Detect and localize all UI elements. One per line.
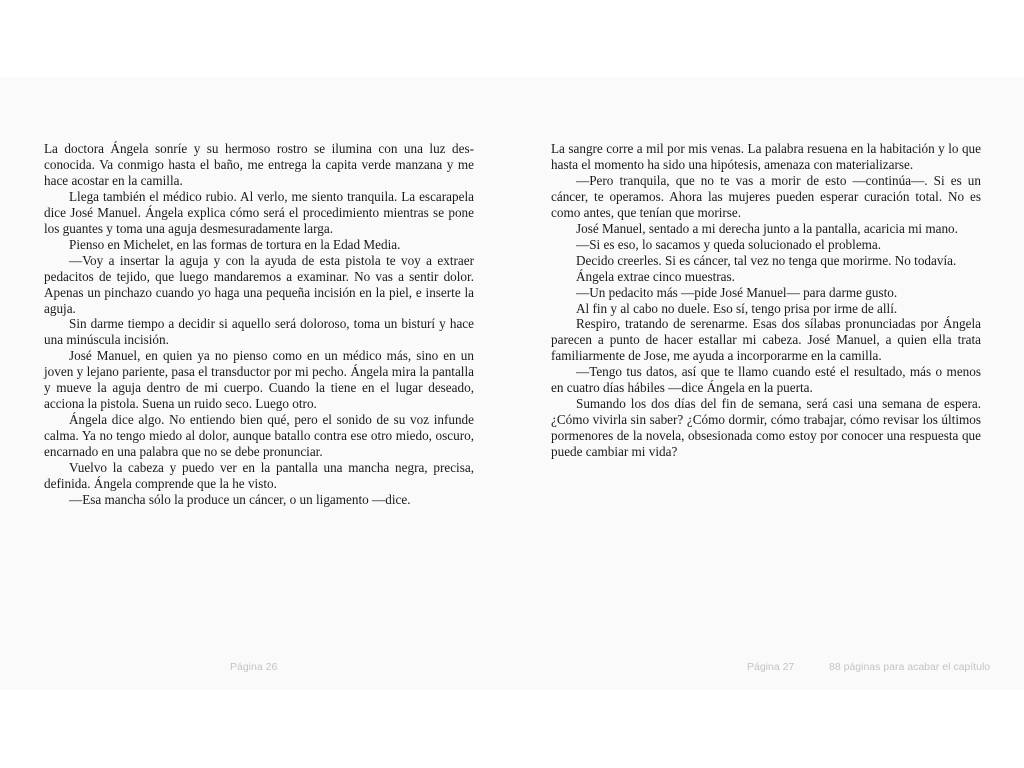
paragraph: La doctora Ángela sonríe y su hermoso rostro se ilumina con una luz desconocida. Va conmigo hasta el baño, me entrega la capita verde manzana y me hace acostar en la camilla. [44, 141, 474, 188]
book-reader [0, 77, 1024, 690]
paragraph: —Tengo tus datos, así que te llamo cuando esté el resultado, más o menos en cuatro días hábiles —dice Ángela en la puerta. [551, 364, 981, 396]
paragraph: Pienso en Michelet, en las formas de tortura en la Edad Media. [69, 236, 401, 252]
paragraph: Ángela dice algo. No entiendo bien qué, pero el sonido de su voz infunde calma. Ya no tengo miedo al dolor, aunque batallo contra ese otro miedo, oscuro, encarnado en una palabra que no se debe pronunciar. [44, 412, 474, 460]
paragraph: Ángela extrae cinco muestras. [576, 268, 735, 284]
paragraph: —Esa mancha sólo la produce un cáncer, o un ligamento —dice. [69, 491, 411, 507]
paragraph: Sumando los dos días del fin de semana, será casi una semana de espera. ¿Cómo vivirla sin saber? ¿Cómo dormir, cómo trabajar, cómo revisar los últimos pormenores de la novela, obsesionada como estoy por conocer una respuesta que puede cambiar mi vida? [551, 396, 981, 460]
paragraph: José Manuel, en quien ya no pienso como en un médico más, sino en un joven y lejano pariente, pasa el transductor por mi pecho. Ángela mira la pantalla y mueve la aguja dentro de mi cuerpo. Cuando la tiene en el lugar deseado, acciona la pistola. Suena un ruido seco. Luego otro. [44, 348, 474, 412]
paragraph: Sin darme tiempo a decidir si aquello será doloroso, toma un bisturí y hace una minúscula incisión. [44, 316, 474, 348]
paragraph: La sangre corre a mil por mis venas. La palabra resuena en la habitación y lo que hasta el momento ha sido una hipótesis, amenaza con materializarse. [551, 141, 981, 172]
paragraph: Respiro, tratando de serenarme. Esas dos sílabas pronunciadas por Ángela parecen a punto de hacer estallar mi cabeza. José Manuel, a quien ella trata familiarmente de Jose, me ayuda a incorporarme en la camilla. [551, 316, 981, 364]
paragraph: Decido creerles. Si es cáncer, tal vez no tenga que morirme. No todavía. [576, 252, 957, 268]
paragraph: —Voy a insertar la aguja y con la ayuda de esta pistola te voy a extraer pedacitos de tejido, que luego mandaremos a examinar. No vas a sentir dolor. Apenas un pinchazo cuando yo haga una pequeña incisión en la piel, e inserte la aguja. [44, 252, 474, 316]
paragraph: Llega también el médico rubio. Al verlo, me siento tranquila. La escarapela dice José Manuel. Ángela explica cómo será el procedimiento mientras se pone los guantes y toma una aguja desmesuradamente larga. [44, 188, 474, 236]
paragraph: —Si es eso, lo sacamos y queda solucionado el problema. [576, 236, 882, 252]
paragraph: José Manuel, sentado a mi derecha junto a la pantalla, acaricia mi mano. [576, 220, 958, 236]
paragraph: Al fin y al cabo no duele. Eso sí, tengo prisa por irme de allí. [576, 300, 898, 316]
paragraph: —Un pedacito más —pide José Manuel— para darme gusto. [576, 284, 898, 300]
paragraph: Vuelvo la cabeza y puedo ver en la pantalla una mancha negra, precisa, definida. Ángela comprende que la he visto. [44, 460, 474, 492]
page-number-right: Página 27 [747, 661, 795, 673]
left-page[interactable] [44, 141, 474, 508]
right-page[interactable] [551, 141, 981, 460]
page-number-left: Página 26 [230, 661, 278, 673]
pages-remaining-in-chapter: 88 páginas para acabar el capítulo [829, 661, 991, 673]
paragraph: —Pero tranquila, que no te vas a morir de esto —continúa—. Si es un cáncer, te operamos. Ahora las mujeres pueden esperar curación total. No es como antes, que tenían que morirse. [551, 172, 981, 220]
